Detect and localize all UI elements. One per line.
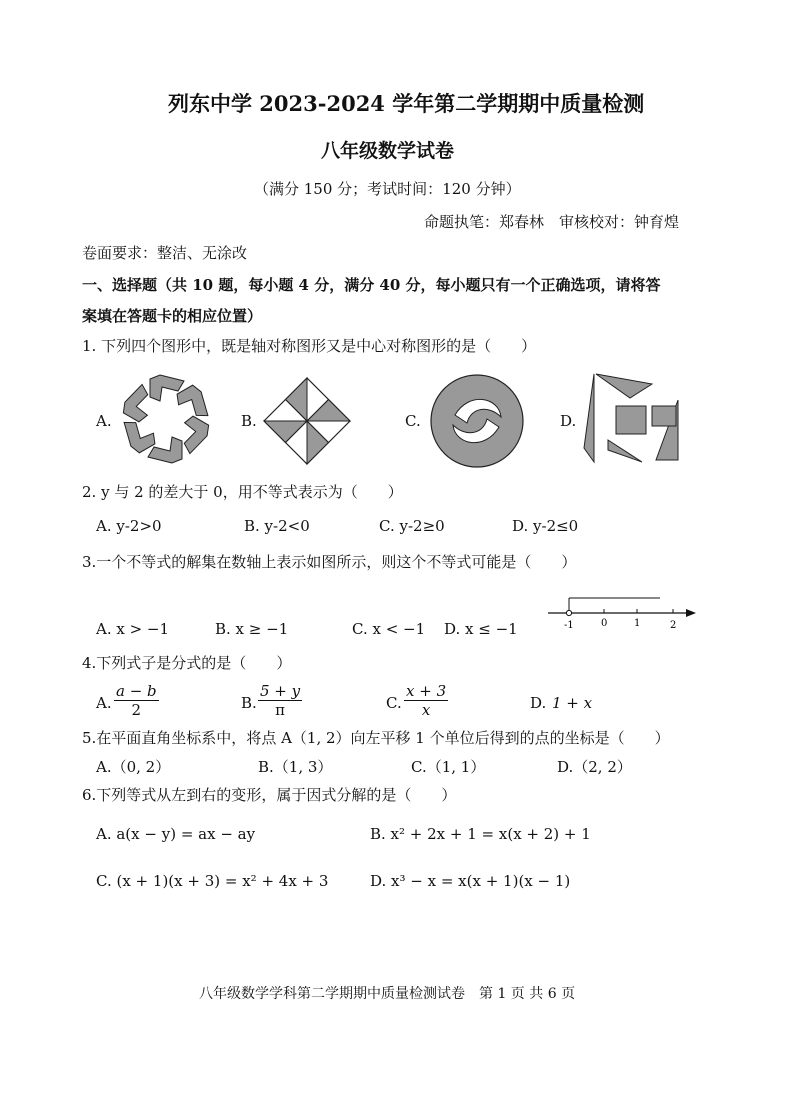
- q4-option-a-label: A.: [96, 694, 112, 712]
- q1-figure-c-circle: [428, 372, 526, 470]
- q1-option-c-label: C.: [405, 412, 421, 430]
- q3-number-line: [540, 590, 700, 632]
- page-footer: 八年级数学学科第二学期期中质量检测试卷 第 1 页 共 6 页: [199, 986, 576, 1002]
- q5-option-a: A.（0, 2）: [96, 758, 171, 776]
- q4-b-denominator: π: [275, 701, 285, 719]
- question-4-stem: 4.下列式子是分式的是（ ）: [82, 654, 292, 672]
- q4-a-denominator: 2: [131, 701, 142, 719]
- q2-option-a: A. y-2>0: [96, 517, 162, 535]
- q3-option-a: A. x > −1: [96, 620, 170, 638]
- q3-option-d: D. x ≤ −1: [444, 620, 518, 638]
- score-time-info: （满分 150 分；考试时间：120 分钟）: [254, 180, 521, 198]
- q4-a-numerator: a − b: [116, 682, 157, 700]
- q4-c-numerator: x + 3: [406, 682, 447, 700]
- numberline-tick-neg1: -1: [564, 620, 574, 631]
- q2-option-b: B. y-2<0: [244, 517, 310, 535]
- author-info: 命题执笔：郑春林 审核校对：钟育煌: [424, 213, 680, 231]
- q5-option-c: C.（1, 1）: [411, 758, 486, 776]
- q6-option-d: D. x³ − x = x(x + 1)(x − 1): [370, 872, 571, 890]
- q4-option-a-fraction: [114, 682, 159, 719]
- q2-option-c: C. y-2≥0: [379, 517, 445, 535]
- q5-option-b: B.（1, 3）: [258, 758, 333, 776]
- q5-option-d: D.（2, 2）: [557, 758, 632, 776]
- q4-option-b-label: B.: [241, 694, 257, 712]
- q6-option-a: A. a(x − y) = ax − ay: [96, 825, 256, 843]
- q2-option-d: D. y-2≤0: [512, 517, 579, 535]
- q1-figure-a-pinwheel: [120, 372, 212, 466]
- q6-option-b: B. x² + 2x + 1 = x(x + 2) + 1: [370, 825, 591, 843]
- page-requirement: 卷面要求：整洁、无涂改: [82, 244, 248, 262]
- section-heading-line1: 一、选择题（共 10 题，每小题 4 分，满分 40 分，每小题只有一个正确选项，请将答: [82, 276, 661, 294]
- exam-title: 列东中学 2023-2024 学年第二学期期中质量检测: [168, 91, 645, 116]
- question-1-stem: 1. 下列四个图形中，既是轴对称图形又是中心对称图形的是（ ）: [82, 337, 537, 355]
- q4-option-d-expr: 1 + x: [552, 694, 593, 712]
- q4-option-b-fraction: [258, 682, 302, 719]
- q4-option-d-label: D.: [530, 694, 547, 712]
- numberline-tick-2: 2: [670, 620, 677, 631]
- q1-option-b-label: B.: [241, 412, 257, 430]
- numberline-tick-1: 1: [634, 618, 641, 629]
- question-3-stem: 3.一个不等式的解集在数轴上表示如图所示，则这个不等式可能是（ ）: [82, 553, 577, 571]
- question-5-stem: 5.在平面直角坐标系中，将点 A（1, 2）向左平移 1 个单位后得到的点的坐标是（ ）: [82, 729, 670, 747]
- exam-subtitle: 八年级数学试卷: [321, 140, 455, 162]
- q4-c-denominator: x: [421, 701, 431, 719]
- q4-b-numerator: 5 + y: [260, 682, 301, 700]
- q3-option-c: C. x < −1: [352, 620, 426, 638]
- q1-figure-d-triangles: [582, 372, 682, 464]
- numberline-tick-0: 0: [601, 618, 608, 629]
- question-2-stem: 2. y 与 2 的差大于 0，用不等式表示为（ ）: [82, 483, 403, 501]
- q4-option-c-label: C.: [386, 694, 402, 712]
- q1-figure-b-square: [262, 376, 352, 466]
- q3-option-b: B. x ≥ −1: [215, 620, 289, 638]
- q1-option-d-label: D.: [560, 412, 577, 430]
- q4-option-c-fraction: [404, 682, 448, 719]
- section-heading-line2: 案填在答题卡的相应位置）: [82, 307, 263, 325]
- q6-option-c: C. (x + 1)(x + 3) = x² + 4x + 3: [96, 872, 329, 890]
- q1-option-a-label: A.: [96, 412, 112, 430]
- question-6-stem: 6.下列等式从左到右的变形，属于因式分解的是（ ）: [82, 786, 457, 804]
